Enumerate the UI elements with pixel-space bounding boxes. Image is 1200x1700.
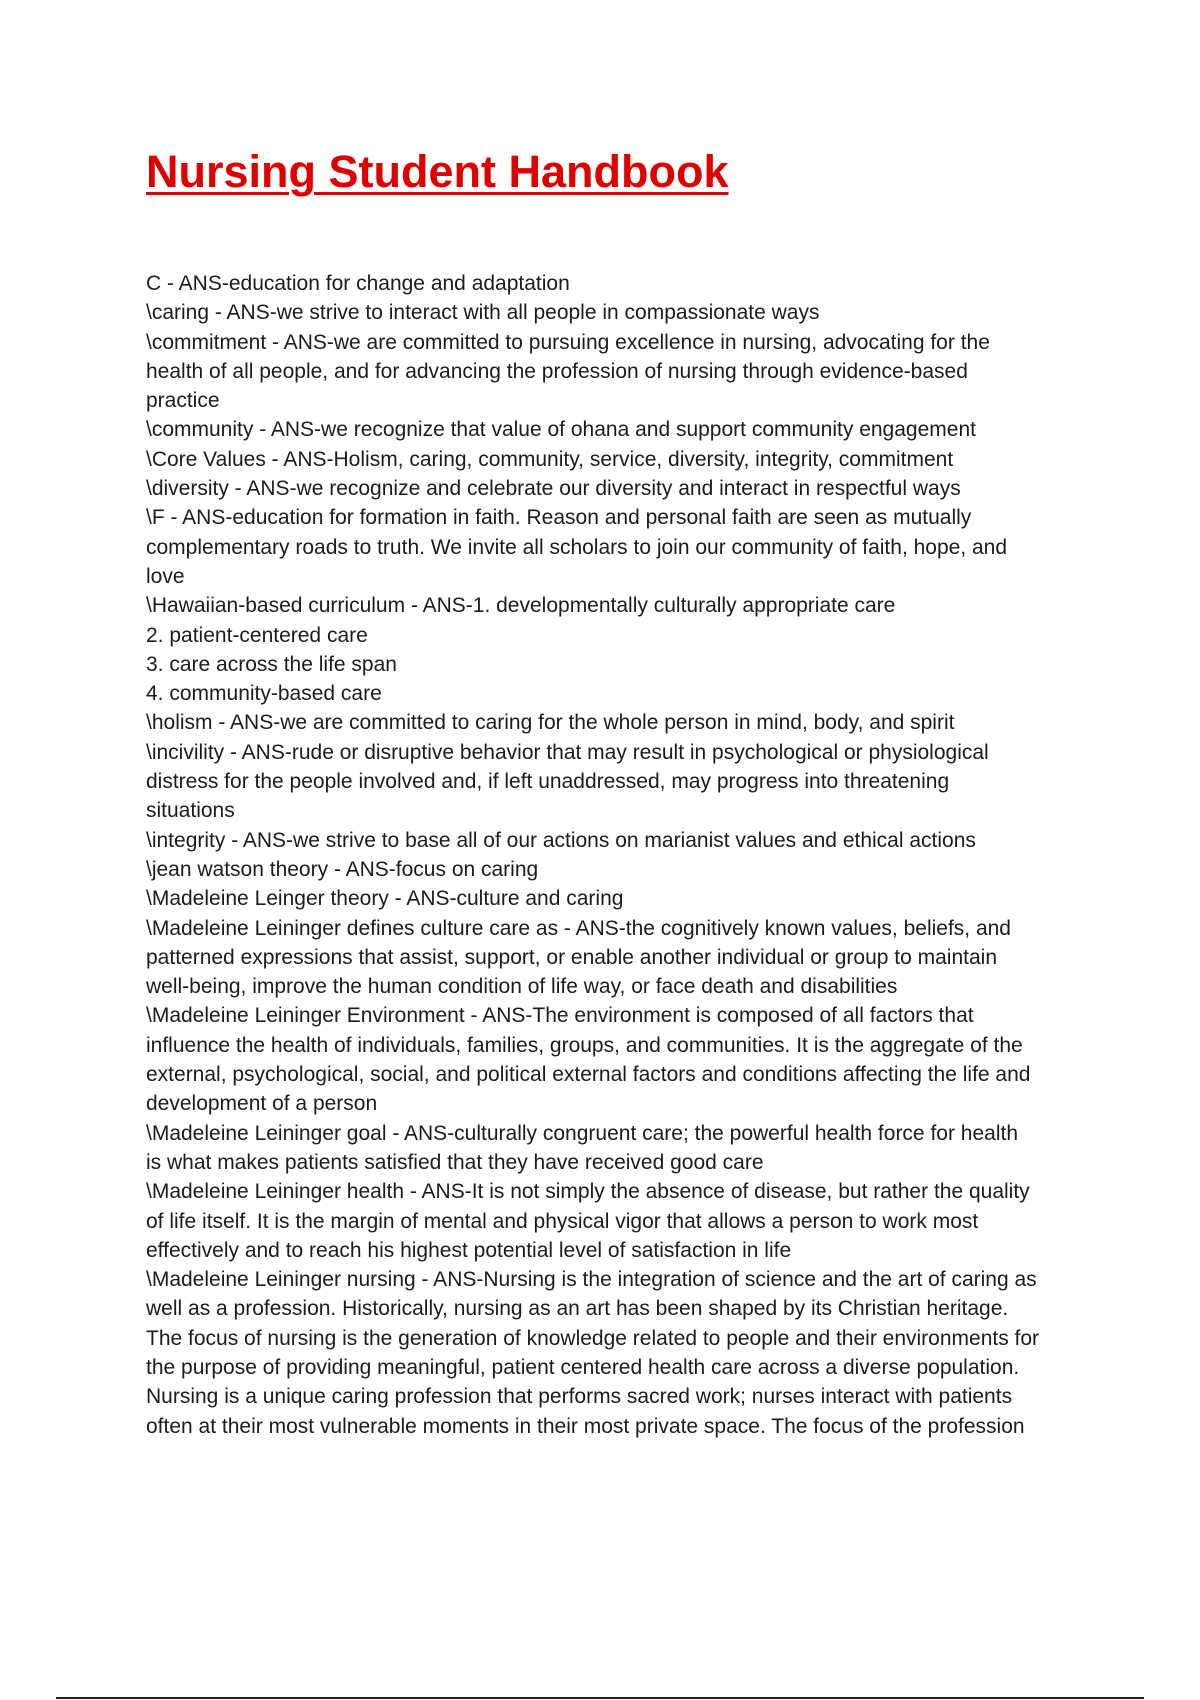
body-line: 3. care across the life span (146, 652, 397, 676)
body-line: C - ANS-education for change and adaptation (146, 272, 570, 295)
body-line: effectively and to reach his highest potential level of satisfaction in life (146, 1238, 792, 1262)
body-line: is what makes patients satisfied that they have received good care (146, 1150, 764, 1174)
body-line: \Madeleine Leininger Environment - ANS-The environment is composed of all factors that (146, 1004, 974, 1028)
body-line: influence the health of individuals, families, groups, and communities. It is the aggregate of the (146, 1033, 1023, 1057)
body-line: situations (146, 799, 235, 823)
body-line: \diversity - ANS-we recognize and celebrate our diversity and interact in respectful ways (146, 477, 961, 501)
body-line: practice (146, 389, 220, 413)
body-line: patterned expressions that assist, support, or enable another individual or group to maintain (146, 945, 998, 969)
body-line: \Madeleine Leininger goal - ANS-culturally congruent care; the powerful health force for health (146, 1121, 1019, 1145)
body-line: often at their most vulnerable moments in their most private space. The focus of the profession (146, 1414, 1025, 1438)
body-line: of life itself. It is the margin of mental and physical vigor that allows a person to work most (146, 1209, 979, 1233)
body-line: \community - ANS-we recognize that value of ohana and support community engagement (146, 418, 976, 442)
body-line: The focus of nursing is the generation of knowledge related to people and their environments for (146, 1326, 1040, 1350)
body-line: development of a person (146, 1092, 378, 1116)
body-line: Nursing is a unique caring profession that performs sacred work; nurses interact with patients (146, 1385, 1013, 1409)
body-line: 4. community-based care (146, 682, 382, 706)
body-line: external, psychological, social, and political external factors and conditions affecting the life and (146, 1063, 1031, 1087)
body-line: love (146, 564, 185, 588)
body-line: \incivility - ANS-rude or disruptive behavior that may result in psychological or physiological (146, 740, 989, 764)
body-line: \Madeleine Leininger health - ANS-It is not simply the absence of disease, but rather the quality (146, 1180, 1030, 1204)
footer-divider (56, 1697, 1144, 1699)
body-line: \Madeleine Leinger theory - ANS-culture and caring (146, 887, 624, 911)
body-line: distress for the people involved and, if left unaddressed, may progress into threatening (146, 770, 950, 794)
body-line: 2. patient-centered care (146, 623, 368, 647)
body-line: \F - ANS-education for formation in faith. Reason and personal faith are seen as mutually (146, 506, 972, 530)
body-line: \Madeleine Leininger nursing - ANS-Nursing is the integration of science and the art of caring as (146, 1268, 1037, 1292)
body-line: complementary roads to truth. We invite all scholars to join our community of faith, hope, and (146, 535, 1008, 559)
body-line: \Madeleine Leininger defines culture care as - ANS-the cognitively known values, beliefs, and (146, 916, 1011, 940)
document-title: Nursing Student Handbook (146, 146, 729, 197)
body-line: \Core Values - ANS-Holism, caring, community, service, diversity, integrity, commitment (146, 447, 954, 471)
document-body (146, 269, 1106, 1441)
body-line: \jean watson theory - ANS-focus on caring (146, 857, 539, 881)
body-line: health of all people, and for advancing the profession of nursing through evidence-based (146, 359, 968, 383)
body-line: \caring - ANS-we strive to interact with all people in compassionate ways (146, 301, 820, 325)
body-line: \Hawaiian-based curriculum - ANS-1. developmentally culturally appropriate care (146, 594, 896, 618)
body-line: well as a profession. Historically, nursing as an art has been shaped by its Christian heritage. (146, 1297, 1009, 1321)
body-line: well-being, improve the human condition of life way, or face death and disabilities (146, 975, 898, 999)
body-line: \integrity - ANS-we strive to base all of our actions on marianist values and ethical actions (146, 828, 976, 852)
body-line: \commitment - ANS-we are committed to pursuing excellence in nursing, advocating for the (146, 330, 990, 354)
body-line: \holism - ANS-we are committed to caring for the whole person in mind, body, and spirit (146, 711, 955, 735)
body-line: the purpose of providing meaningful, patient centered health care across a diverse population. (146, 1355, 1020, 1379)
